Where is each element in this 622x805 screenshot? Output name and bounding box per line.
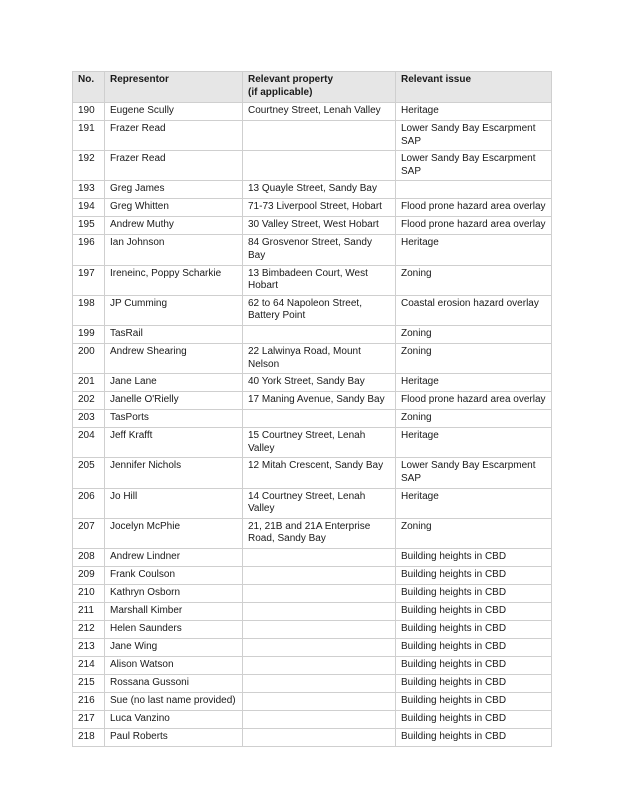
cell-representor: Andrew Muthy [105, 217, 243, 235]
header-property-line1: Relevant property [248, 74, 334, 85]
cell-representor: Frazer Read [105, 151, 243, 181]
cell-representor: Jo Hill [105, 488, 243, 518]
cell-issue: Heritage [396, 428, 552, 458]
cell-issue: Building heights in CBD [396, 620, 552, 638]
cell-representor: Rossana Gussoni [105, 674, 243, 692]
cell-issue: Zoning [396, 265, 552, 295]
cell-no: 191 [73, 121, 105, 151]
cell-representor: Ireneinc, Poppy Scharkie [105, 265, 243, 295]
table-row [73, 121, 552, 151]
cell-no: 190 [73, 103, 105, 121]
table-row [73, 488, 552, 518]
cell-no: 194 [73, 199, 105, 217]
cell-representor: Kathryn Osborn [105, 584, 243, 602]
cell-property: 22 Lalwinya Road, Mount Nelson [243, 343, 396, 373]
cell-property: Courtney Street, Lenah Valley [243, 103, 396, 121]
cell-property [243, 121, 396, 151]
cell-property: 13 Bimbadeen Court, West Hobart [243, 265, 396, 295]
cell-no: 193 [73, 181, 105, 199]
cell-no: 217 [73, 710, 105, 728]
cell-no: 212 [73, 620, 105, 638]
cell-property [243, 548, 396, 566]
cell-property: 14 Courtney Street, Lenah Valley [243, 488, 396, 518]
table-row [73, 410, 552, 428]
cell-no: 197 [73, 265, 105, 295]
cell-property [243, 151, 396, 181]
cell-representor: Greg Whitten [105, 199, 243, 217]
cell-property: 84 Grosvenor Street, Sandy Bay [243, 235, 396, 265]
table-body [73, 103, 552, 747]
cell-no: 192 [73, 151, 105, 181]
header-relevant-property [243, 72, 396, 103]
table-row [73, 265, 552, 295]
cell-representor: Helen Saunders [105, 620, 243, 638]
table-row [73, 295, 552, 325]
cell-issue: Building heights in CBD [396, 674, 552, 692]
cell-issue: Building heights in CBD [396, 548, 552, 566]
cell-property: 62 to 64 Napoleon Street, Battery Point [243, 295, 396, 325]
table-row [73, 392, 552, 410]
cell-issue: Building heights in CBD [396, 656, 552, 674]
cell-representor: Greg James [105, 181, 243, 199]
cell-property [243, 692, 396, 710]
header-relevant-issue: Relevant issue [396, 72, 552, 103]
cell-no: 207 [73, 518, 105, 548]
cell-property [243, 728, 396, 746]
header-no: No. [73, 72, 105, 103]
cell-representor: Jennifer Nichols [105, 458, 243, 488]
cell-representor: Jocelyn McPhie [105, 518, 243, 548]
cell-no: 204 [73, 428, 105, 458]
cell-no: 209 [73, 566, 105, 584]
cell-property [243, 602, 396, 620]
cell-property: 71-73 Liverpool Street, Hobart [243, 199, 396, 217]
cell-representor: Ian Johnson [105, 235, 243, 265]
cell-issue: Zoning [396, 343, 552, 373]
cell-issue: Flood prone hazard area overlay [396, 217, 552, 235]
table-row [73, 518, 552, 548]
cell-representor: Marshall Kimber [105, 602, 243, 620]
cell-issue: Lower Sandy Bay Escarpment SAP [396, 151, 552, 181]
cell-property: 13 Quayle Street, Sandy Bay [243, 181, 396, 199]
cell-representor: Jeff Krafft [105, 428, 243, 458]
table-row [73, 548, 552, 566]
cell-property: 21, 21B and 21A Enterprise Road, Sandy Bay [243, 518, 396, 548]
cell-representor: Eugene Scully [105, 103, 243, 121]
cell-issue: Building heights in CBD [396, 602, 552, 620]
table-row [73, 217, 552, 235]
cell-representor: TasPorts [105, 410, 243, 428]
header-property-line2: (if applicable) [248, 86, 313, 98]
table-row [73, 235, 552, 265]
cell-issue: Building heights in CBD [396, 584, 552, 602]
cell-no: 196 [73, 235, 105, 265]
cell-no: 213 [73, 638, 105, 656]
table-row [73, 638, 552, 656]
cell-representor: Luca Vanzino [105, 710, 243, 728]
cell-no: 202 [73, 392, 105, 410]
cell-representor: Andrew Lindner [105, 548, 243, 566]
table-row [73, 151, 552, 181]
cell-representor: Frazer Read [105, 121, 243, 151]
cell-representor: Paul Roberts [105, 728, 243, 746]
cell-representor: Sue (no last name provided) [105, 692, 243, 710]
cell-issue: Flood prone hazard area overlay [396, 392, 552, 410]
cell-property [243, 656, 396, 674]
cell-no: 198 [73, 295, 105, 325]
representations-table [72, 71, 552, 747]
cell-representor: Andrew Shearing [105, 343, 243, 373]
table-row [73, 728, 552, 746]
table-row [73, 374, 552, 392]
cell-property: 12 Mitah Crescent, Sandy Bay [243, 458, 396, 488]
cell-property [243, 674, 396, 692]
header-representor: Representor [105, 72, 243, 103]
cell-property [243, 566, 396, 584]
table-header-row [73, 72, 552, 103]
cell-property [243, 325, 396, 343]
cell-property [243, 584, 396, 602]
table-row [73, 343, 552, 373]
cell-representor: Alison Watson [105, 656, 243, 674]
cell-issue: Heritage [396, 488, 552, 518]
cell-issue: Lower Sandy Bay Escarpment SAP [396, 121, 552, 151]
cell-issue: Lower Sandy Bay Escarpment SAP [396, 458, 552, 488]
cell-no: 215 [73, 674, 105, 692]
cell-issue: Building heights in CBD [396, 710, 552, 728]
cell-issue: Coastal erosion hazard overlay [396, 295, 552, 325]
table-row [73, 103, 552, 121]
cell-property: 17 Maning Avenue, Sandy Bay [243, 392, 396, 410]
table-row [73, 602, 552, 620]
cell-representor: Jane Lane [105, 374, 243, 392]
cell-representor: Jane Wing [105, 638, 243, 656]
cell-issue: Heritage [396, 235, 552, 265]
table-row [73, 181, 552, 199]
table-row [73, 584, 552, 602]
table-row [73, 620, 552, 638]
table-row [73, 692, 552, 710]
cell-representor: JP Cumming [105, 295, 243, 325]
cell-issue [396, 181, 552, 199]
cell-property: 15 Courtney Street, Lenah Valley [243, 428, 396, 458]
table-row [73, 710, 552, 728]
cell-representor: Frank Coulson [105, 566, 243, 584]
cell-no: 203 [73, 410, 105, 428]
cell-property: 30 Valley Street, West Hobart [243, 217, 396, 235]
cell-representor: TasRail [105, 325, 243, 343]
cell-no: 216 [73, 692, 105, 710]
cell-property [243, 410, 396, 428]
cell-property [243, 638, 396, 656]
table-row [73, 656, 552, 674]
cell-no: 200 [73, 343, 105, 373]
cell-property [243, 620, 396, 638]
table-row [73, 199, 552, 217]
cell-no: 205 [73, 458, 105, 488]
table-row [73, 458, 552, 488]
cell-issue: Heritage [396, 374, 552, 392]
cell-representor: Janelle O'Rielly [105, 392, 243, 410]
cell-issue: Building heights in CBD [396, 728, 552, 746]
cell-no: 195 [73, 217, 105, 235]
cell-property: 40 York Street, Sandy Bay [243, 374, 396, 392]
cell-issue: Building heights in CBD [396, 638, 552, 656]
cell-no: 208 [73, 548, 105, 566]
cell-issue: Building heights in CBD [396, 566, 552, 584]
cell-no: 218 [73, 728, 105, 746]
table-row [73, 325, 552, 343]
cell-no: 206 [73, 488, 105, 518]
cell-issue: Zoning [396, 410, 552, 428]
cell-issue: Flood prone hazard area overlay [396, 199, 552, 217]
cell-issue: Zoning [396, 325, 552, 343]
cell-no: 199 [73, 325, 105, 343]
cell-issue: Zoning [396, 518, 552, 548]
cell-property [243, 710, 396, 728]
table-row [73, 566, 552, 584]
cell-no: 211 [73, 602, 105, 620]
cell-no: 201 [73, 374, 105, 392]
table-row [73, 674, 552, 692]
table-row [73, 428, 552, 458]
cell-issue: Heritage [396, 103, 552, 121]
cell-no: 214 [73, 656, 105, 674]
cell-issue: Building heights in CBD [396, 692, 552, 710]
cell-no: 210 [73, 584, 105, 602]
